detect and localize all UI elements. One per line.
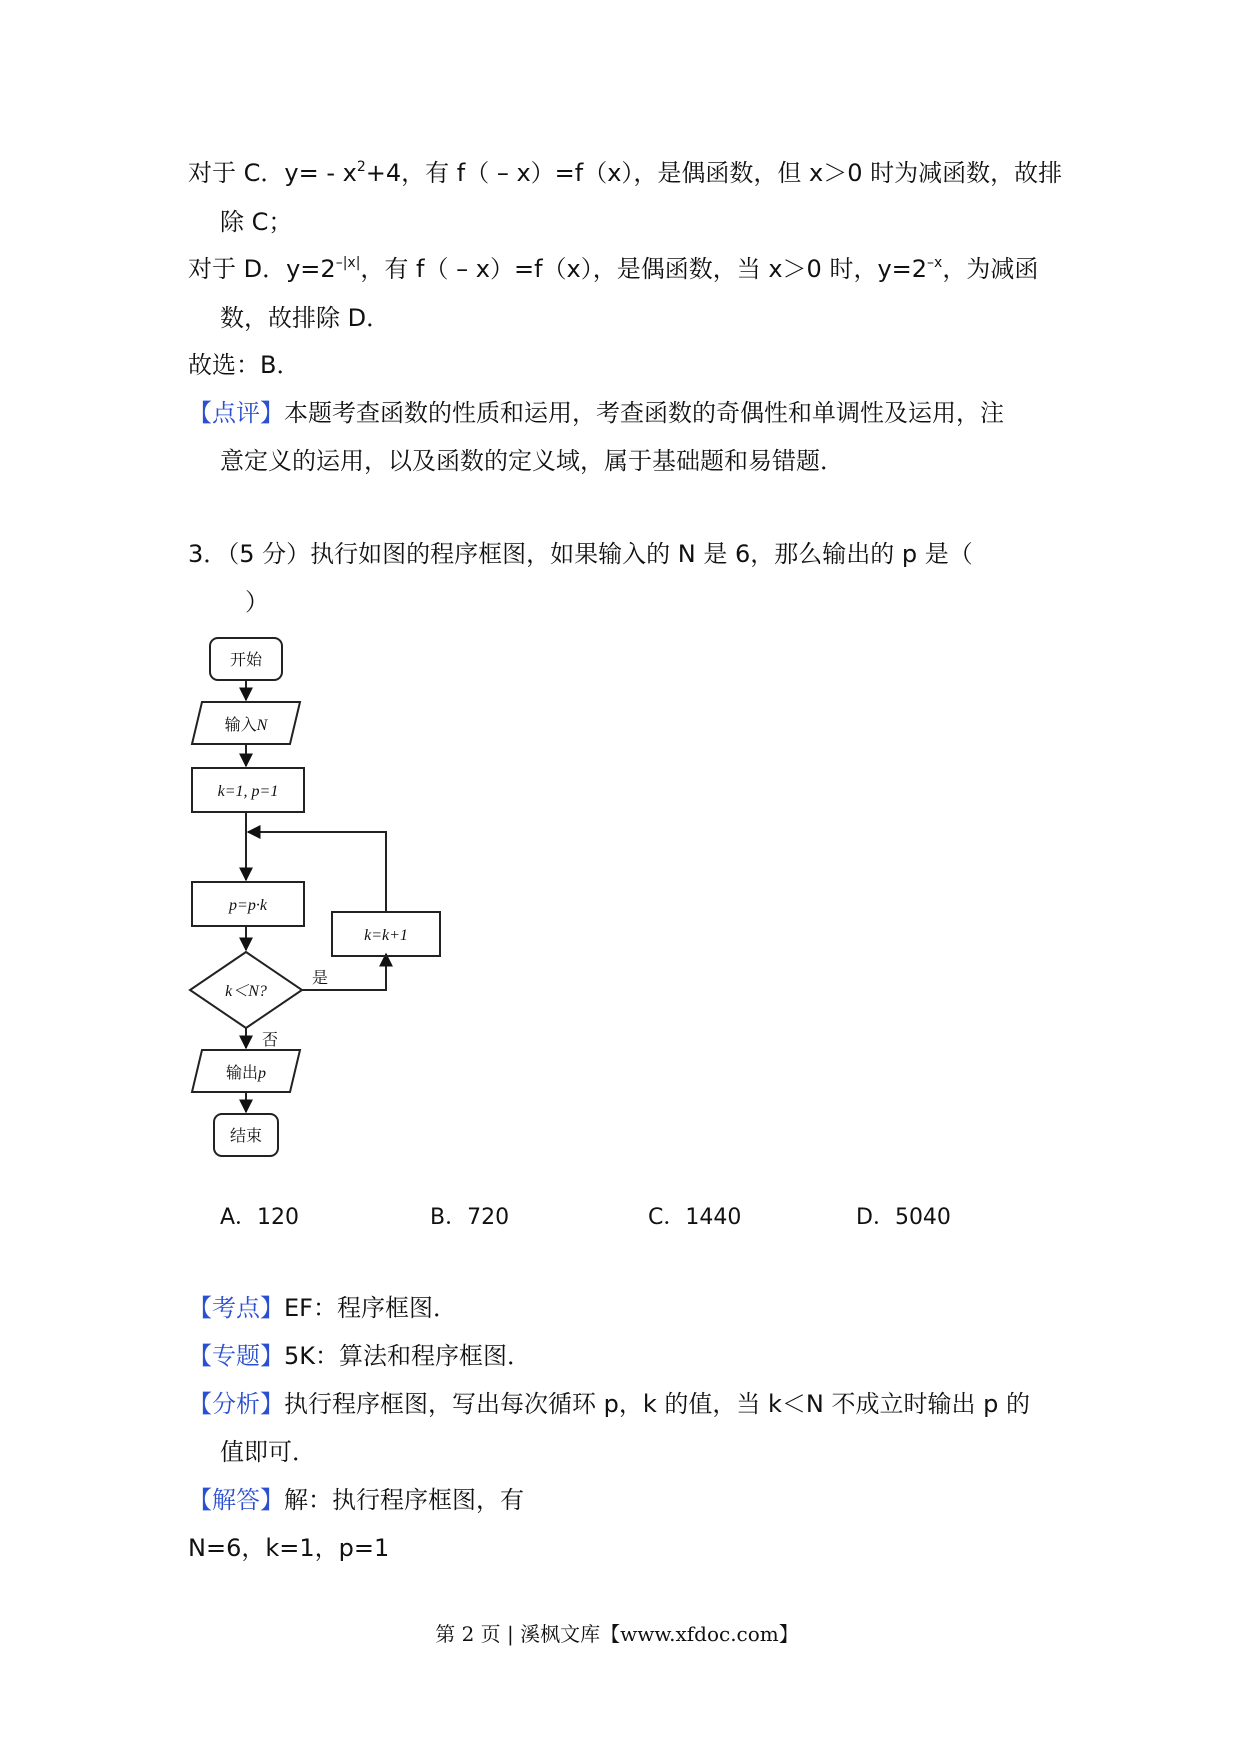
solution-line: 【解答】解：执行程序框图，有 [188,1486,524,1514]
option-c: C．1440 [648,1205,742,1230]
topic-tag: 【专题】 [188,1342,284,1370]
option-d-analysis-line1: 对于 D．$y=2^{-|x|}$，有 f（ – x）=f（x），是偶函数，当 x＞0 时，$y=2^{-x}$，为减函 [188,255,1039,283]
option-a: A．120 [220,1205,300,1230]
option-d-analysis-line2: 数，故排除 D． [220,304,391,332]
point-line: 【考点】EF：程序框图． [188,1294,457,1322]
flowchart-assign-label: p=p·k [229,897,267,914]
flowchart-condition-label: k＜N? [225,983,267,1000]
analysis-tag: 【分析】 [188,1390,284,1418]
point-tag: 【考点】 [188,1294,284,1322]
flowchart [180,630,470,1180]
option-d: D．5040 [856,1205,951,1230]
review-line2: 意定义的运用，以及函数的定义域，属于基础题和易错题． [220,447,844,475]
flowchart-increment-label: k=k+1 [364,927,408,944]
page-footer: 第 2 页 | 溪枫文库【www.xfdoc.com】 [435,1622,799,1646]
analysis-line2: 值即可． [220,1438,316,1466]
flowchart-start-label: 开始 [229,650,263,669]
flowchart-input-label: 输入N [224,715,268,734]
answer-line: 故选：B． [188,351,301,379]
state-line: N=6，k=1，p=1 [188,1534,390,1562]
option-b: B．720 [430,1205,510,1230]
topic-line: 【专题】5K：算法和程序框图． [188,1342,532,1370]
flowchart-yes-label: 是 [311,968,329,987]
review-line1: 【点评】本题考查函数的性质和运用，考查函数的奇偶性和单调性及运用，注 [188,399,1004,427]
review-tag: 【点评】 [188,399,284,427]
option-c-analysis-line1: 对于 C．$y= - x^2+4$，有 f（ – x）=f（x），是偶函数，但 x＞0 时为减函数，故排 [188,159,1063,187]
solution-tag: 【解答】 [188,1486,284,1514]
flowchart-no-label: 否 [261,1030,279,1049]
analysis-line1: 【分析】执行程序框图，写出每次循环 p，k 的值，当 k＜N 不成立时输出 p 的 [188,1390,1030,1418]
option-c-analysis-line2: 除 C； [220,208,293,236]
question3-stem-line2: ） [245,588,269,616]
flowchart-init-label: k=1, p=1 [217,783,279,800]
flowchart-output-label: 输出p [225,1063,267,1082]
flowchart-end-label: 结束 [229,1126,263,1145]
question3-stem-line1: 3．（5 分）执行如图的程序框图，如果输入的 N 是 6，那么输出的 p 是（ [188,540,973,568]
